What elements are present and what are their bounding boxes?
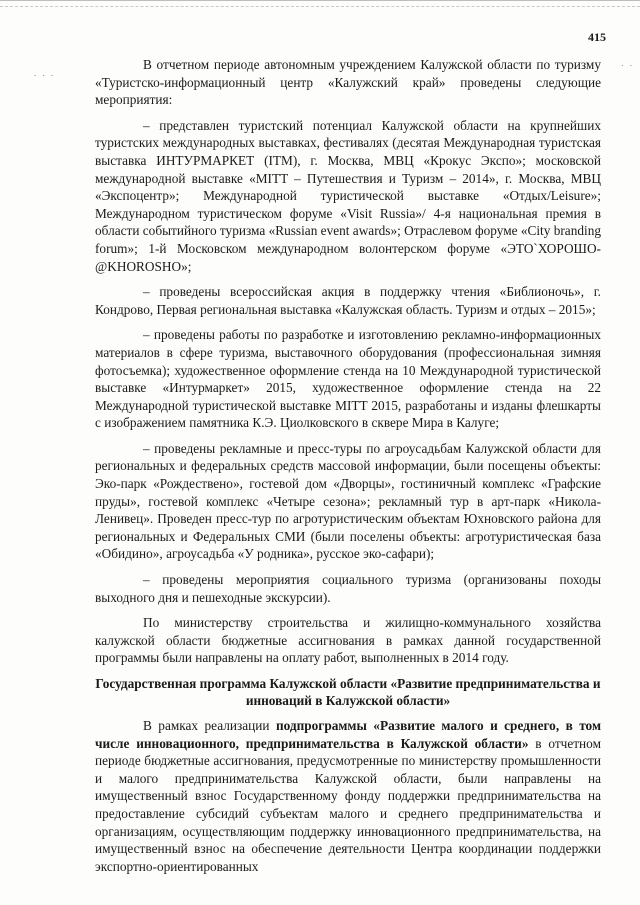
paragraph-social-tourism: – проведены мероприятия социального туризма (организованы походы выходного дня и пешеходные экскурсии). [95, 572, 601, 605]
page-number: 415 [588, 30, 606, 44]
paragraph-promo-materials: – проведены работы по разработке и изготовлению рекламно-информационных материалов в сфере туризма, выставочного оборудования (профессиональная зимняя фотосъемка); художественное оформление стенда на 10 Международной туристической выставке «Интурмаркет» 2015, художественное оформление стенда на 22 Международной туристической выставке MITT 2015, разработаны и изданы флешкарты с изображением памятника К.Э. Циолковского в сквере Мира в Калуге; [95, 327, 601, 431]
paragraph-biblionight: – проведены всероссийская акция в поддержку чтения «Библионочь», г. Кондрово, Первая региональная выставка «Калужская область. Туризм и отдых – 2015»; [95, 284, 601, 317]
scan-top-edge [0, 0, 640, 15]
document-body [95, 56, 601, 881]
subprogram-prefix: В рамках реализации [143, 718, 276, 733]
scan-margin-mark-right: . . [621, 58, 634, 68]
paragraph-subprogram [95, 717, 601, 875]
paragraph-construction-ministry: По министерству строительства и жилищно-коммунального хозяйства калужской области бюджетные ассигнования в рамках данной государственной программы были направлены на оплату работ, выполненных в 2014 году. [95, 615, 601, 666]
paragraph-exhibitions: – представлен туристский потенциал Калужской области на крупнейших туристских международных выставках, фестивалях (десятая Международная туристская выставка ИНТУРМАРКЕТ (ITM), г. Москва, МВЦ «Крокус Экспо»; московской международной выставке «MITT – Путешествия и Туризм – 2014», г. Москва, МВЦ «Экспоцентр»; Международной туристической выставке «Отдых/Leisure»; Международном туристическом форуме «Visit Russia»/ 4-я национальная премия в области событийного туризма «Russian event awards»; Отраслевом форуме «City branding forum»; 1-й Московском международном волонтерском форуме «ЭТО`ХОРОШО- @KHOROSHO»; [95, 117, 601, 274]
subprogram-text: в отчетном периоде бюджетные ассигнования, предусмотренные по министерству промышленности и малого предпринимательства Калужской области, были направлены на имущественный взнос Государственному фонду поддержки предпринимательства на предоставление субсидий субъектам малого и среднего предпринимательства и организациям, осуществляющим поддержку инновационного предпринимательства, на имущественный взнос на обеспечение деятельности Центра координации поддержки экспортно-ориентированных [95, 735, 601, 874]
scan-artifact-line [0, 6, 640, 7]
paragraph-intro: В отчетном периоде автономным учреждением Калужской области по туризму «Туристско-информационный центр «Калужский край» проведены следующие мероприятия: [95, 57, 601, 108]
paragraph-press-tours: – проведены рекламные и пресс-туры по агроусадьбам Калужской области для региональных и федеральных средств массовой информации, были посещены объекты: Эко-парк «Рождествено», гостевой дом «Дворцы», гостиничный комплекс «Графские пруды», гостевой комплекс «Четыре сезона»; рекламный тур в арт-парк «Никола-Ленивец». Проведен пресс-тур по агротуристическим объектам Юхновского района для региональных и Федеральных СМИ (были поселены объекты: агротуристическая база «Обидино», агроусадьба «У родника», русское эко-сафари); [95, 440, 601, 562]
subprogram-title: подпрограммы «Развитие малого и среднего, в том числе инновационного, предпринимательства в Калужской области» [95, 718, 602, 751]
scan-margin-mark-left: . . . [34, 68, 56, 78]
section-heading: Государственная программа Калужской области «Развитие предпринимательства и инноваций в Калужской области» [95, 676, 601, 708]
